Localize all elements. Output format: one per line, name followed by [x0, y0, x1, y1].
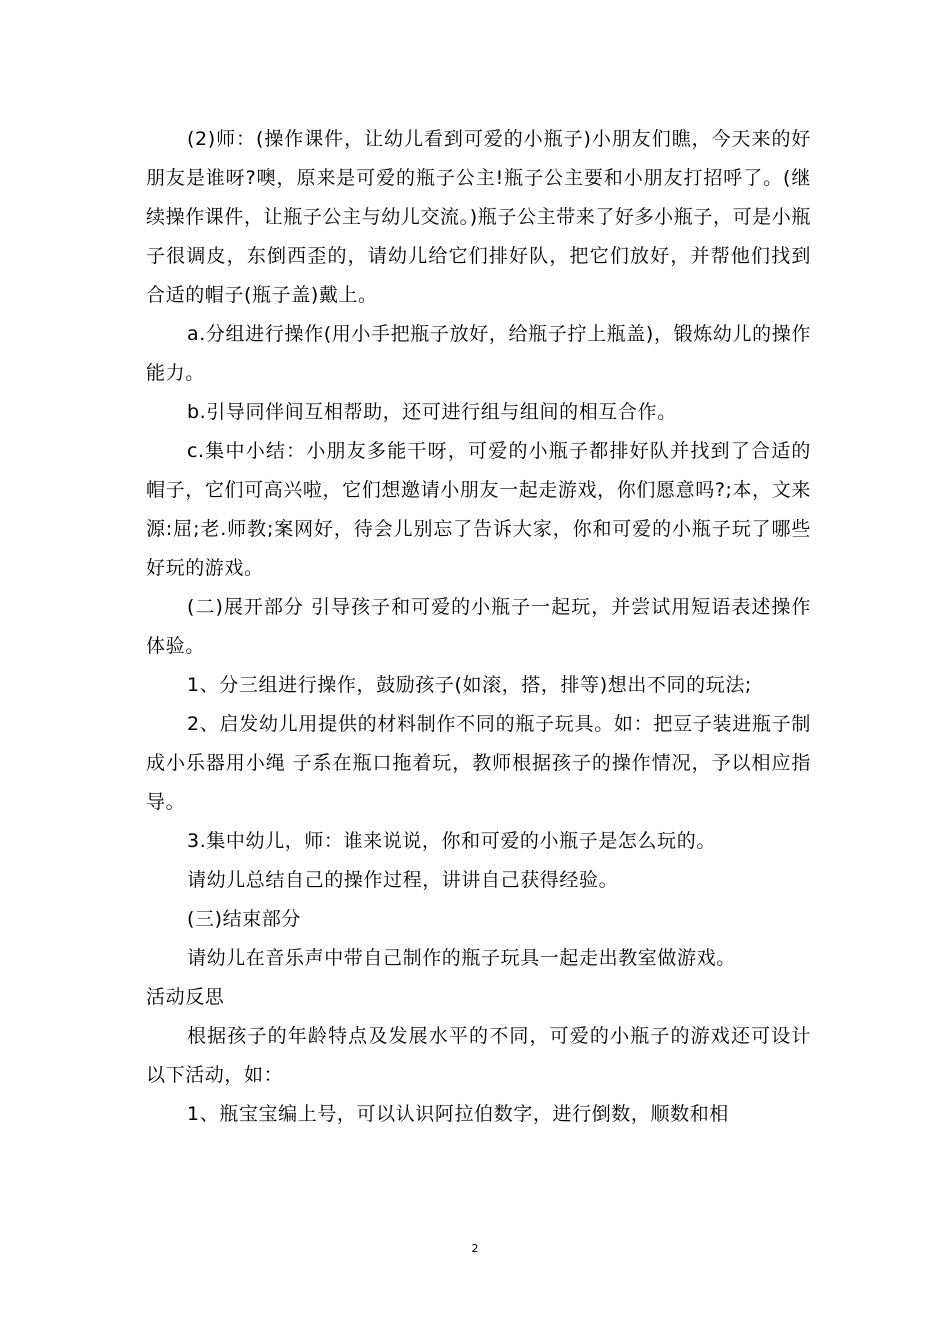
paragraph-item-1: 1、分三组进行操作，鼓励孩子(如滚，搭，排等)想出不同的玩法; — [187, 674, 752, 696]
paragraph-item-3: 3.集中幼儿，师：谁来说说，你和可爱的小瓶子是怎么玩的。 — [187, 830, 716, 852]
paragraph-summary: 请幼儿总结自己的操作过程，讲讲自己获得经验。 — [187, 869, 619, 891]
paragraph-item-2: 2、启发幼儿用提供的材料制作不同的瓶子玩具。如：把豆子装进瓶子制成小乐器用小绳 子系在瓶口拖着玩，教师根据孩子的操作情况，予以相应指导。 — [146, 713, 811, 813]
paragraph-ending: 请幼儿在音乐声中带自己制作的瓶子玩具一起走出教室做游戏。 — [187, 947, 736, 969]
section-heading-expand: (二)展开部分 引导孩子和可爱的小瓶子一起玩，并尝试用短语表述操作体验。 — [146, 596, 811, 657]
paragraph-reflection: 根据孩子的年龄特点及发展水平的不同，可爱的小瓶子的游戏还可设计以下活动，如： — [146, 1025, 811, 1086]
document-body — [146, 120, 811, 1134]
paragraph-step-a: a.分组进行操作(用小手把瓶子放好，给瓶子拧上瓶盖)，锻炼幼儿的操作能力。 — [146, 323, 811, 384]
page-number: 2 — [471, 1242, 479, 1255]
paragraph-teacher-intro: (2)师：(操作课件，让幼儿看到可爱的小瓶子)小朋友们瞧，今天来的好朋友是谁呀?噢，原来是可爱的瓶子公主!瓶子公主要和小朋友打招呼了。(继续操作课件，让瓶子公主与幼儿交流。)瓶子公主带来了好多小瓶子，可是小瓶子很调皮，东倒西歪的，请幼儿给它们排好队，把它们放好，并帮他们找到合适的帽子(瓶子盖)戴上。 — [146, 128, 811, 306]
section-heading-ending: (三)结束部分 — [187, 908, 302, 930]
paragraph-step-b: b.引导同伴间互相帮助，还可进行组与组间的相互合作。 — [187, 401, 677, 423]
paragraph-activity-1: 1、瓶宝宝编上号，可以认识阿拉伯数字，进行倒数，顺数和相 — [187, 1103, 729, 1125]
section-heading-reflection: 活动反思 — [146, 986, 225, 1008]
paragraph-step-c: c.集中小结：小朋友多能干呀，可爱的小瓶子都排好队并找到了合适的帽子，它们可高兴啦，它们想邀请小朋友一起走游戏，你们愿意吗?;本，文来源:屈;老.师教;案网好，待会儿别忘了告诉大家，你和可爱的小瓶子玩了哪些好玩的游戏。 — [146, 440, 811, 579]
